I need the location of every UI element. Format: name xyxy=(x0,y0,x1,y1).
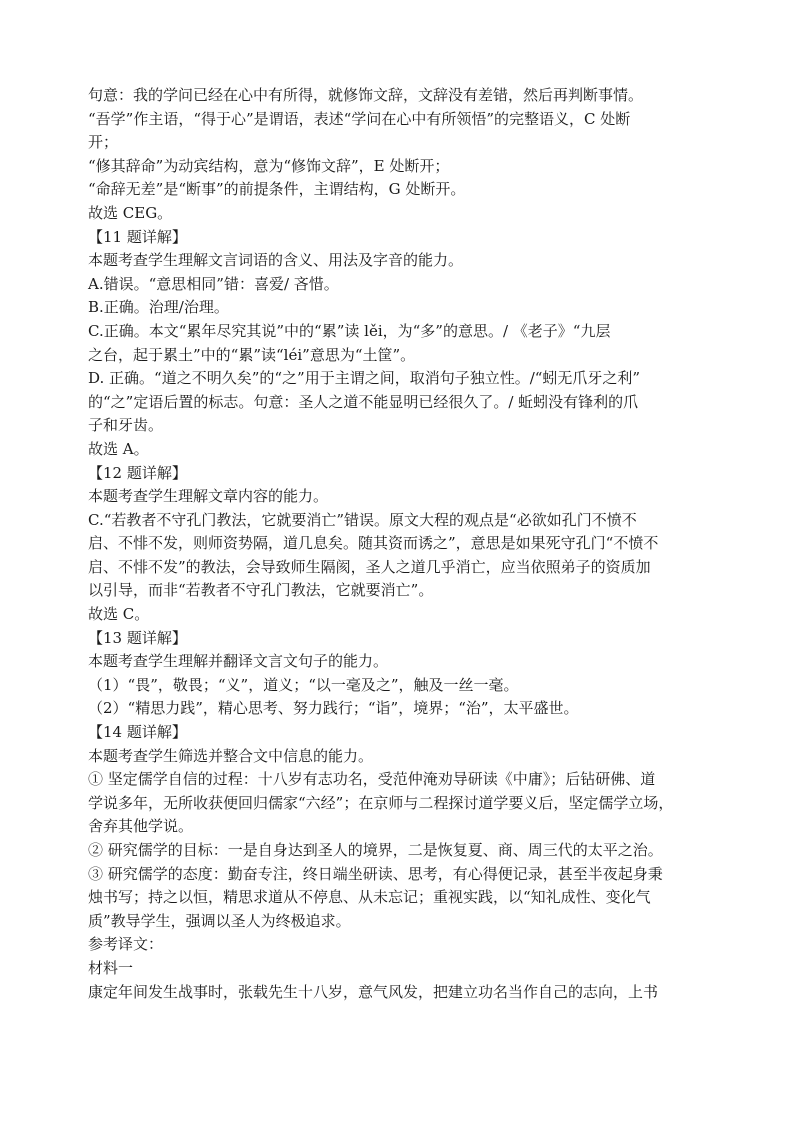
text-line: （1）“畏”，敬畏；“义”，道义；“以一毫及之”，触及一丝一毫。 xyxy=(88,675,519,694)
text-line: 句意：我的学问已经在心中有所得，就修饰文辞，文辞没有差错，然后再判断事情。 xyxy=(88,86,644,104)
text-line: ① 坚定儒学自信的过程：十八岁有志功名，受范仲淹劝导研读《中庸》；后钻研佛、道 xyxy=(88,770,656,789)
text-line: 故选 CEG。 xyxy=(88,203,173,222)
text-line: （2）“精思力践”，精心思考、努力践行；“诣”，境界；“治”，太平盛世。 xyxy=(88,699,579,718)
text-line: 的“之”定语后置的标志。句意：圣人之道不能显明已经很久了。/ 蚯蚓没有锋利的爪 xyxy=(88,392,639,411)
text-line: 启、不悱不发”的教法，会导致师生隔阂，圣人之道几乎消亡，应当依照弟子的资质加 xyxy=(88,557,651,576)
text-line: “命辞无差”是“断事”的前提条件，主谓结构，G 处断开。 xyxy=(88,180,466,199)
text-line: 康定年间发生战事时，张载先生十八岁，意气风发，把建立功名当作自己的志向，上书 xyxy=(88,982,659,1001)
text-line: 之台，起于累土”中的“累”读“léi”意思为“土筐”。 xyxy=(88,345,416,364)
text-line: C.正确。本文“累年尽究其说”中的“累”读 lěi，为“多”的意思。/ 《老子》“九层 xyxy=(88,321,611,340)
text-line: 以引导，而非“若教者不守孔门教法，它就要消亡”。 xyxy=(88,581,434,600)
text-line: 舍弃其他学说。 xyxy=(88,817,194,836)
text-line: ② 研究儒学的目标：一是自身达到圣人的境界，二是恢复夏、商、周三代的太平之治。 xyxy=(88,841,663,859)
text-line: A.错误。“意思相同”错：喜爱/ 吝惜。 xyxy=(88,274,339,293)
text-line: 本题考查学生理解文言词语的含义、用法及字音的能力。 xyxy=(88,251,464,270)
section-heading-11: 【11 题详解】 xyxy=(88,227,187,246)
text-line: 开； xyxy=(88,133,119,152)
text-line: 本题考查学生理解并翻译文言文句子的能力。 xyxy=(88,652,389,671)
text-line: “吾学”作主语，“得于心”是谓语，表述“学问在心中有所领悟”的完整语义，C 处断 xyxy=(88,109,631,128)
section-heading-12: 【12 题详解】 xyxy=(88,463,187,482)
text-line: C.“若教者不守孔门教法，它就要消亡”错误。原文大程的观点是“必欲如孔门不愤不 xyxy=(88,510,637,529)
text-line: 参考译文： xyxy=(88,935,164,954)
text-line: ③ 研究儒学的态度：勤奋专注，终日端坐研读、思考，有心得便记录，甚至半夜起身秉 xyxy=(88,864,663,883)
text-line: 学说多年，无所收获便回归儒家“六经”；在京师与二程探讨道学要义后，坚定儒学立场， xyxy=(88,793,674,812)
text-line: 本题考查学生理解文章内容的能力。 xyxy=(88,487,329,506)
text-line: 质”教导学生，强调以圣人为终极追求。 xyxy=(88,911,351,930)
text-line: 材料一 xyxy=(88,958,134,977)
text-line: “修其辞命”为动宾结构，意为“修饰文辞”，E 处断开； xyxy=(88,156,450,175)
text-line: 本题考查学生筛选并整合文中信息的能力。 xyxy=(88,746,374,765)
section-heading-14: 【14 题详解】 xyxy=(88,723,187,742)
text-line: 烛书写；持之以恒，精思求道从不停息、从未忘记；重视实践，以“知礼成性、变化气 xyxy=(88,888,651,907)
document-body xyxy=(88,84,718,1004)
section-heading-13: 【13 题详解】 xyxy=(88,628,187,647)
text-line: 启、不悱不发，则师资势隔，道几息矣。随其资而诱之”，意思是如果死守孔门“不愤不 xyxy=(88,534,659,553)
text-line: 故选 A。 xyxy=(88,439,149,458)
text-line: 子和牙齿。 xyxy=(88,416,164,435)
text-line: B.正确。治理/治理。 xyxy=(88,298,229,317)
text-line: D. 正确。“道之不明久矣”的“之”用于主谓之间，取消句子独立性。/“蚓无爪牙之利” xyxy=(88,369,641,388)
text-line: 故选 C。 xyxy=(88,605,150,624)
